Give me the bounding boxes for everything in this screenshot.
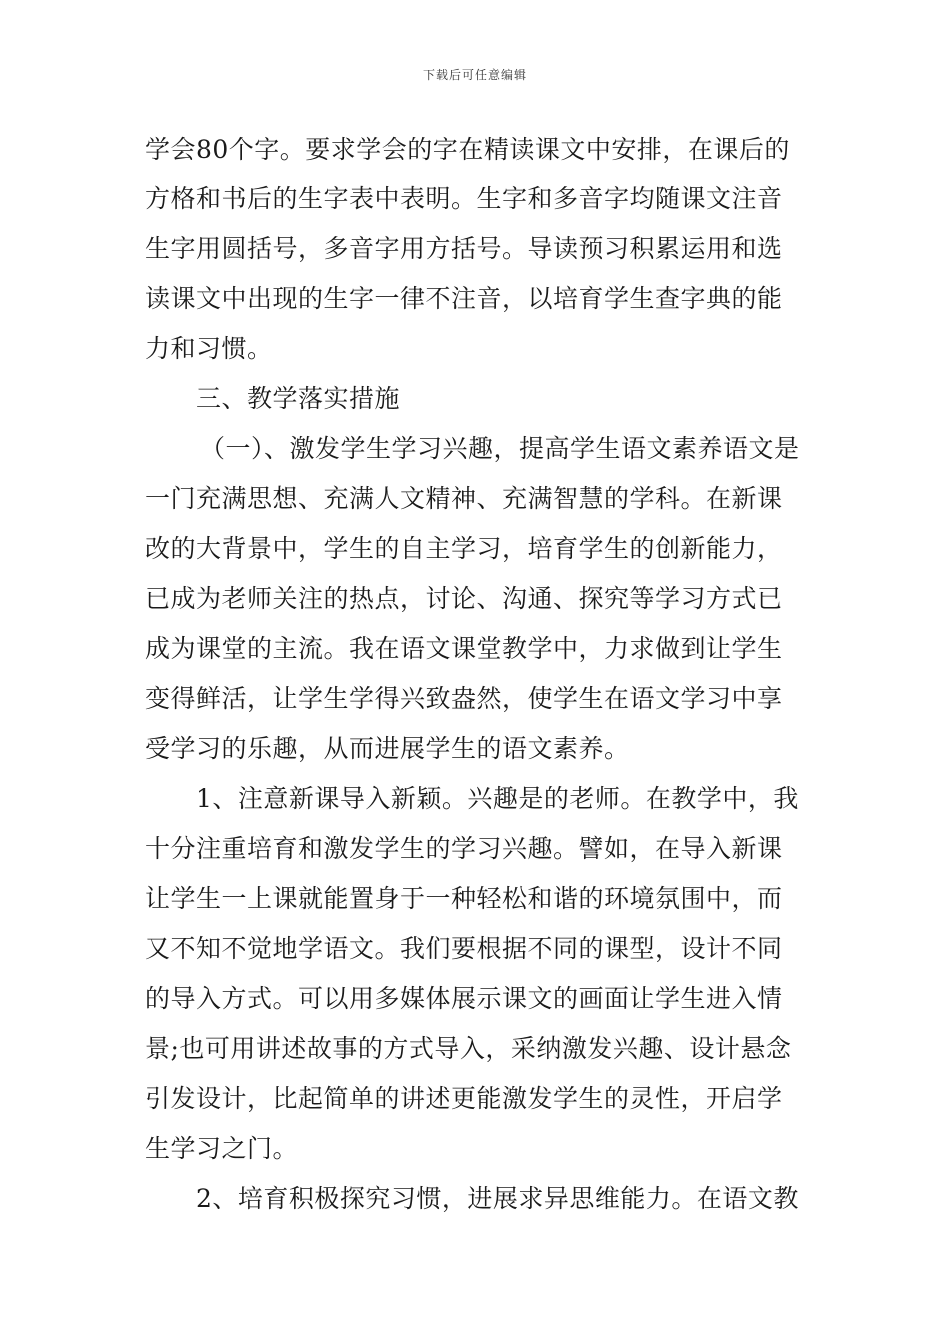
text-line: 又不知不觉地学语文。我们要根据不同的课型，设计不同 — [145, 934, 783, 963]
text-line: （一）、激发学生学习兴趣，提高学生语文素养语文是 — [200, 434, 800, 463]
text-line: 学会80个字。要求学会的字在精读课文中安排，在课后的 — [145, 135, 790, 164]
text-line: 方格和书后的生字表中表明。生字和多音字均随课文注音 — [145, 184, 783, 213]
text-line: 生学习之门。 — [145, 1134, 299, 1163]
text-line: 十分注重培育和激发学生的学习兴趣。譬如，在导入新课 — [145, 834, 783, 863]
text-line: 1、注意新课导入新颖。兴趣是的老师。在教学中，我 — [196, 784, 799, 813]
page-header: 下载后可任意编辑 — [422, 68, 527, 82]
text-line: 改的大背景中，学生的自主学习，培育学生的创新能力， — [145, 534, 783, 563]
section-heading: 三、教学落实措施 — [196, 384, 401, 413]
text-line: 2、培育积极探究习惯，进展求异思维能力。在语文教 — [196, 1184, 799, 1213]
text-line: 一门充满思想、充满人文精神、充满智慧的学科。在新课 — [145, 484, 783, 513]
text-line: 生字用圆括号，多音字用方括号。导读预习积累运用和选 — [145, 234, 783, 263]
text-line: 景;也可用讲述故事的方式导入，采纳激发兴趣、设计悬念 — [145, 1034, 792, 1063]
text-line: 已成为老师关注的热点，讨论、沟通、探究等学习方式已 — [145, 584, 783, 613]
text-line: 读课文中出现的生字一律不注音，以培育学生查字典的能 — [145, 284, 783, 313]
text-line: 力和习惯。 — [145, 334, 273, 363]
text-line: 变得鲜活，让学生学得兴致盎然，使学生在语文学习中享 — [145, 684, 783, 713]
text-line: 成为课堂的主流。我在语文课堂教学中，力求做到让学生 — [145, 634, 783, 663]
text-line: 的导入方式。可以用多媒体展示课文的画面让学生进入情 — [145, 984, 783, 1013]
text-line: 受学习的乐趣，从而进展学生的语文素养。 — [145, 734, 630, 763]
text-line: 让学生一上课就能置身于一种轻松和谐的环境氛围中，而 — [145, 884, 783, 913]
text-line: 引发设计，比起简单的讲述更能激发学生的灵性，开启学 — [145, 1084, 783, 1113]
